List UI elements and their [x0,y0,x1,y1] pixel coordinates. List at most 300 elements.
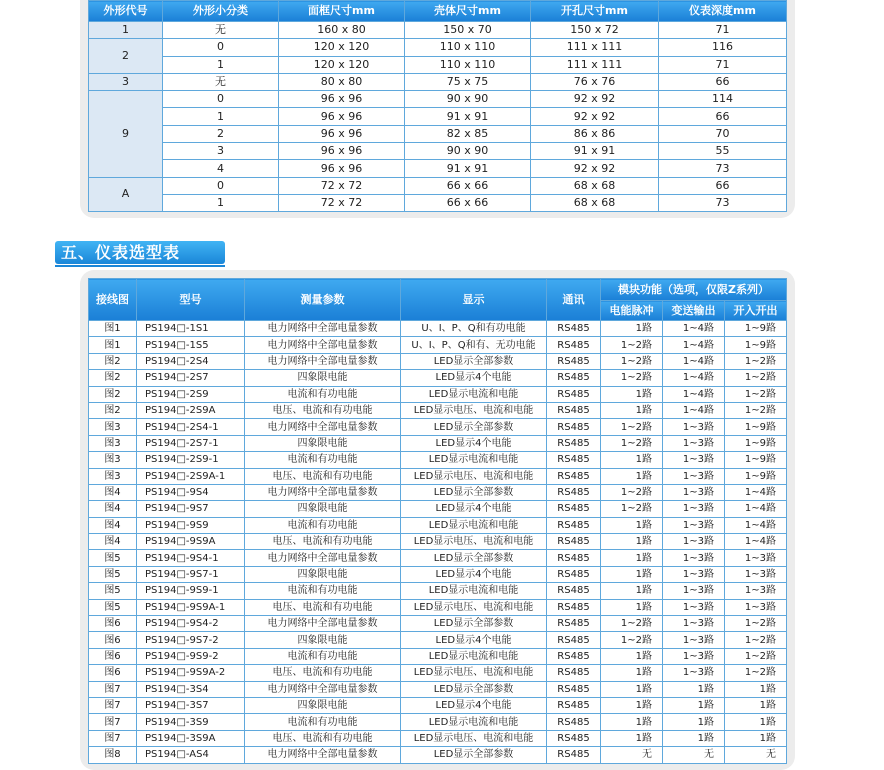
selection-cell: 1路 [601,534,663,550]
selection-cell: RS485 [547,747,601,763]
selection-cell: 电压、电流和有功电能 [245,665,401,681]
selection-cell: 1路 [601,566,663,582]
table-row [89,160,787,177]
selection-cell: 电压、电流和有功电能 [245,402,401,418]
selection-cell: 1~2路 [601,370,663,386]
selection-cell: 图2 [89,370,137,386]
dim-cell: 0 [163,177,279,194]
selection-cell: 1路 [601,714,663,730]
selection-cell: 图6 [89,665,137,681]
table-row [89,550,787,566]
selection-cell: PS194□-2S9 [137,386,245,402]
selection-cell: LED显示全部参数 [401,616,547,632]
table-row [89,22,787,39]
dim-cell: 72 x 72 [279,177,405,194]
shape-code-cell: 1 [89,22,163,39]
dim-cell: 91 x 91 [405,108,531,125]
selection-cell: 1~2路 [725,665,787,681]
selection-cell: 无 [601,747,663,763]
dim-cell: 120 x 120 [279,56,405,73]
selection-cell: RS485 [547,370,601,386]
selection-cell: 1~3路 [725,583,787,599]
dim-cell: 0 [163,91,279,108]
dim-cell: 92 x 92 [531,160,659,177]
selection-cell: 图5 [89,599,137,615]
header-transmit: 变送输出 [663,301,725,321]
selection-cell: PS194□-2S4 [137,353,245,369]
selection-cell: 1~3路 [663,501,725,517]
dim-cell: 0 [163,39,279,56]
selection-cell: LED显示电流和电能 [401,517,547,533]
selection-cell: 图4 [89,484,137,500]
selection-cell: 1路 [725,681,787,697]
dim-cell: 66 [659,177,787,194]
selection-cell: RS485 [547,517,601,533]
selection-cell: 1~3路 [663,583,725,599]
selection-cell: 1~3路 [663,599,725,615]
selection-cell: PS194□-9S4-2 [137,616,245,632]
selection-cell: RS485 [547,353,601,369]
selection-cell: RS485 [547,501,601,517]
selection-cell: 1~4路 [663,321,725,337]
dim-cell: 116 [659,39,787,56]
selection-cell: PS194□-2S7-1 [137,435,245,451]
shape-code-cell: 3 [89,73,163,90]
selection-cell: 1~2路 [725,386,787,402]
selection-cell: LED显示4个电能 [401,501,547,517]
selection-cell: 1路 [601,550,663,566]
selection-cell: LED显示电压、电流和电能 [401,468,547,484]
selection-cell: 电流和有功电能 [245,452,401,468]
selection-cell: 1~3路 [725,566,787,582]
dim-cell: 1 [163,108,279,125]
dim-cell: 150 x 72 [531,22,659,39]
selection-cell: LED显示4个电能 [401,370,547,386]
dim-cell: 111 x 111 [531,56,659,73]
selection-cell: 1~3路 [663,452,725,468]
dim-cell: 73 [659,194,787,211]
dim-cell: 110 x 110 [405,39,531,56]
dim-cell: 96 x 96 [279,91,405,108]
table-row [89,583,787,599]
selection-cell: 1路 [601,665,663,681]
selection-cell: RS485 [547,534,601,550]
selection-cell: 电力网络中全部电量参数 [245,550,401,566]
table-row [89,386,787,402]
selection-cell: 电力网络中全部电量参数 [245,321,401,337]
selection-cell: PS194□-2S4-1 [137,419,245,435]
header-wiring: 接线图 [89,279,137,321]
header-params: 测量参数 [245,279,401,321]
selection-cell: 1~4路 [663,370,725,386]
dim-cell: 96 x 96 [279,143,405,160]
table-row [89,468,787,484]
table-row [89,517,787,533]
selection-cell: 1~2路 [601,337,663,353]
table-row [89,599,787,615]
selection-cell: 1路 [601,648,663,664]
selection-cell: PS194□-2S7 [137,370,245,386]
selection-cell: 1~2路 [725,632,787,648]
selection-cell: PS194□-2S9A-1 [137,468,245,484]
selection-cell: 1路 [663,730,725,746]
selection-cell: LED显示4个电能 [401,435,547,451]
selection-cell: 1~9路 [725,435,787,451]
selection-cell: 图5 [89,550,137,566]
table-row [89,435,787,451]
selection-cell: 电流和有功电能 [245,714,401,730]
selection-cell: RS485 [547,665,601,681]
selection-cell: RS485 [547,616,601,632]
dim-cell: 91 x 91 [405,160,531,177]
table-row [89,419,787,435]
selection-cell: 1~2路 [725,402,787,418]
selection-cell: 1~3路 [663,616,725,632]
dim-cell: 90 x 90 [405,143,531,160]
table-row [89,177,787,194]
selection-cell: 图5 [89,583,137,599]
selection-cell: PS194□-3S9A [137,730,245,746]
selection-cell: PS194□-9S7 [137,501,245,517]
selection-cell: 图7 [89,730,137,746]
selection-cell: 1~9路 [725,468,787,484]
selection-cell: PS194□-1S1 [137,321,245,337]
selection-cell: 无 [663,747,725,763]
table-row [89,697,787,713]
selection-cell: 图6 [89,616,137,632]
dim-cell: 120 x 120 [279,39,405,56]
selection-cell: RS485 [547,452,601,468]
header-display: 显示 [401,279,547,321]
selection-cell: 图3 [89,419,137,435]
selection-cell: 1~4路 [663,353,725,369]
selection-cell: 1路 [601,681,663,697]
dim-header-cell: 开孔尺寸mm [531,1,659,22]
selection-cell: 1~3路 [663,484,725,500]
selection-cell: 1~2路 [601,484,663,500]
selection-cell: 电力网络中全部电量参数 [245,616,401,632]
dimension-table [88,0,787,212]
table-row [89,91,787,108]
table-row [89,56,787,73]
selection-cell: RS485 [547,337,601,353]
header-pulse: 电能脉冲 [601,301,663,321]
dim-cell: 96 x 96 [279,125,405,142]
dim-cell: 75 x 75 [405,73,531,90]
selection-cell: 1路 [601,452,663,468]
table-row [89,501,787,517]
selection-cell: 1路 [725,697,787,713]
selection-cell: 电流和有功电能 [245,386,401,402]
selection-cell: 1~3路 [663,435,725,451]
dim-cell: 92 x 92 [531,91,659,108]
selection-cell: 1~3路 [725,550,787,566]
selection-cell: 图6 [89,632,137,648]
selection-cell: 图3 [89,452,137,468]
selection-cell: 四象限电能 [245,566,401,582]
selection-cell: PS194□-3S7 [137,697,245,713]
dim-cell: 76 x 76 [531,73,659,90]
selection-cell: 电力网络中全部电量参数 [245,337,401,353]
shape-code-cell: 2 [89,39,163,74]
dim-cell: 96 x 96 [279,160,405,177]
dim-cell: 90 x 90 [405,91,531,108]
selection-cell: 1路 [663,681,725,697]
selection-header-row [89,279,787,301]
selection-cell: 1~4路 [663,337,725,353]
dim-header-cell: 外形小分类 [163,1,279,22]
selection-cell: RS485 [547,402,601,418]
selection-cell: 图7 [89,681,137,697]
table-row [89,452,787,468]
selection-cell: 1~3路 [663,534,725,550]
selection-cell: 电力网络中全部电量参数 [245,681,401,697]
selection-cell: PS194□-9S9A-1 [137,599,245,615]
dim-cell: 66 x 66 [405,177,531,194]
table-row [89,125,787,142]
selection-cell: PS194□-9S9A-2 [137,665,245,681]
selection-cell: 电力网络中全部电量参数 [245,353,401,369]
selection-cell: LED显示4个电能 [401,697,547,713]
selection-cell: PS194□-9S9 [137,517,245,533]
table-row [89,648,787,664]
selection-cell: 1路 [725,730,787,746]
selection-cell: 1~9路 [725,337,787,353]
selection-cell: 电流和有功电能 [245,583,401,599]
dim-cell: 66 x 66 [405,194,531,211]
selection-cell: PS194□-9S9-2 [137,648,245,664]
selection-cell: U、I、P、Q和有、无功电能 [401,337,547,353]
table-row [89,730,787,746]
selection-cell: 1~3路 [663,665,725,681]
selection-cell: 1~2路 [601,435,663,451]
selection-cell: RS485 [547,697,601,713]
selection-cell: 1路 [601,697,663,713]
selection-cell: LED显示全部参数 [401,419,547,435]
selection-cell: 电压、电流和有功电能 [245,534,401,550]
table-row [89,39,787,56]
table-row [89,337,787,353]
dim-cell: 114 [659,91,787,108]
selection-cell: 电力网络中全部电量参数 [245,747,401,763]
selection-cell: 图2 [89,353,137,369]
selection-cell: 1~3路 [663,566,725,582]
dim-header-cell: 面框尺寸mm [279,1,405,22]
dim-cell: 2 [163,125,279,142]
selection-cell: LED显示电流和电能 [401,386,547,402]
selection-cell: 1路 [601,517,663,533]
selection-cell: 电压、电流和有功电能 [245,730,401,746]
selection-cell: 1路 [601,583,663,599]
table-row [89,681,787,697]
selection-cell: PS194□-9S9-1 [137,583,245,599]
selection-cell: 图8 [89,747,137,763]
selection-cell: 图3 [89,468,137,484]
selection-cell: 1~4路 [725,484,787,500]
dim-cell: 73 [659,160,787,177]
selection-cell: 电力网络中全部电量参数 [245,419,401,435]
selection-cell: LED显示4个电能 [401,566,547,582]
selection-cell: 1~2路 [601,353,663,369]
selection-cell: PS194□-9S9A [137,534,245,550]
selection-cell: 图4 [89,501,137,517]
dim-header-cell: 外形代号 [89,1,163,22]
dim-cell: 无 [163,73,279,90]
selection-cell: 1~3路 [663,550,725,566]
selection-cell: RS485 [547,599,601,615]
selection-cell: 1~9路 [725,321,787,337]
selection-cell: 四象限电能 [245,435,401,451]
dim-cell: 110 x 110 [405,56,531,73]
selection-cell: LED显示电压、电流和电能 [401,402,547,418]
selection-cell: 1路 [601,468,663,484]
header-comm: 通讯 [547,279,601,321]
selection-cell: LED显示全部参数 [401,681,547,697]
dim-cell: 71 [659,22,787,39]
selection-cell: 1~4路 [725,534,787,550]
selection-cell: 1~3路 [663,632,725,648]
dim-cell: 160 x 80 [279,22,405,39]
selection-cell: 四象限电能 [245,501,401,517]
dim-cell: 1 [163,194,279,211]
selection-cell: RS485 [547,566,601,582]
selection-cell: 1~3路 [663,517,725,533]
selection-cell: RS485 [547,730,601,746]
dim-cell: 68 x 68 [531,194,659,211]
selection-cell: 1~3路 [663,419,725,435]
dim-cell: 55 [659,143,787,160]
table-row [89,402,787,418]
selection-cell: 图5 [89,566,137,582]
selection-cell: LED显示电流和电能 [401,714,547,730]
selection-cell: 1~3路 [663,468,725,484]
table-row [89,143,787,160]
selection-cell: 图4 [89,534,137,550]
table-row [89,714,787,730]
selection-cell: LED显示4个电能 [401,632,547,648]
selection-cell: 图6 [89,648,137,664]
dim-cell: 1 [163,56,279,73]
selection-cell: LED显示电压、电流和电能 [401,599,547,615]
dim-cell: 无 [163,22,279,39]
selection-cell: 1~4路 [663,402,725,418]
table-row [89,73,787,90]
dim-cell: 72 x 72 [279,194,405,211]
selection-cell: 1路 [601,599,663,615]
selection-cell: 1~2路 [601,501,663,517]
header-module: 模块功能（选项，仅限Z系列） [601,279,787,301]
shape-code-cell: 9 [89,91,163,177]
selection-cell: 1~3路 [725,599,787,615]
selection-cell: 图7 [89,697,137,713]
selection-cell: LED显示全部参数 [401,550,547,566]
selection-cell: RS485 [547,583,601,599]
dim-cell: 150 x 70 [405,22,531,39]
dim-cell: 71 [659,56,787,73]
selection-cell: LED显示电流和电能 [401,583,547,599]
selection-cell: PS194□-9S7-1 [137,566,245,582]
dim-cell: 92 x 92 [531,108,659,125]
selection-cell: 1路 [663,697,725,713]
table-row [89,194,787,211]
selection-cell: RS485 [547,419,601,435]
selection-cell: PS194□-9S4-1 [137,550,245,566]
dim-cell: 66 [659,73,787,90]
selection-cell: RS485 [547,435,601,451]
section-heading: 五、仪表选型表 [55,241,225,264]
table-row [89,108,787,125]
selection-cell: PS194□-3S4 [137,681,245,697]
selection-cell: PS194□-3S9 [137,714,245,730]
selection-cell: 1~2路 [725,353,787,369]
dim-cell: 96 x 96 [279,108,405,125]
selection-cell: 四象限电能 [245,632,401,648]
selection-cell: LED显示电流和电能 [401,452,547,468]
selection-cell: 图7 [89,714,137,730]
selection-cell: 1路 [663,714,725,730]
selection-cell: LED显示电流和电能 [401,648,547,664]
selection-cell: LED显示全部参数 [401,353,547,369]
selection-cell: 图1 [89,321,137,337]
selection-cell: 1~2路 [725,648,787,664]
selection-cell: 1~4路 [663,386,725,402]
selection-cell: 1~4路 [725,501,787,517]
selection-cell: RS485 [547,632,601,648]
selection-cell: RS485 [547,321,601,337]
selection-cell: LED显示全部参数 [401,747,547,763]
selection-cell: PS194□-1S5 [137,337,245,353]
selection-cell: RS485 [547,681,601,697]
selection-cell: 1路 [601,402,663,418]
selection-cell: 1~4路 [725,517,787,533]
dim-header-cell: 壳体尺寸mm [405,1,531,22]
dimension-header-row [89,1,787,22]
selection-cell: 图2 [89,386,137,402]
table-row [89,370,787,386]
selection-cell: 1路 [601,386,663,402]
selection-cell: RS485 [547,714,601,730]
selection-cell: 电压、电流和有功电能 [245,468,401,484]
selection-cell: 四象限电能 [245,697,401,713]
selection-cell: RS485 [547,386,601,402]
selection-cell: LED显示电压、电流和电能 [401,665,547,681]
table-row [89,665,787,681]
selection-cell: 电力网络中全部电量参数 [245,484,401,500]
selection-cell: RS485 [547,468,601,484]
header-model: 型号 [137,279,245,321]
shape-code-cell: A [89,177,163,212]
selection-cell: 1~2路 [601,632,663,648]
selection-cell: 图3 [89,435,137,451]
selection-cell: 1~9路 [725,452,787,468]
selection-cell: PS194□-AS4 [137,747,245,763]
selection-cell: 图4 [89,517,137,533]
selection-cell: RS485 [547,648,601,664]
dim-cell: 68 x 68 [531,177,659,194]
dim-cell: 91 x 91 [531,143,659,160]
selection-cell: 图1 [89,337,137,353]
selection-cell: 电流和有功电能 [245,517,401,533]
selection-cell: 1~2路 [601,419,663,435]
table-row [89,353,787,369]
selection-cell: 无 [725,747,787,763]
dim-cell: 70 [659,125,787,142]
table-row [89,747,787,763]
selection-cell: PS194□-2S9-1 [137,452,245,468]
table-row [89,616,787,632]
selection-cell: 图2 [89,402,137,418]
selection-cell: RS485 [547,550,601,566]
